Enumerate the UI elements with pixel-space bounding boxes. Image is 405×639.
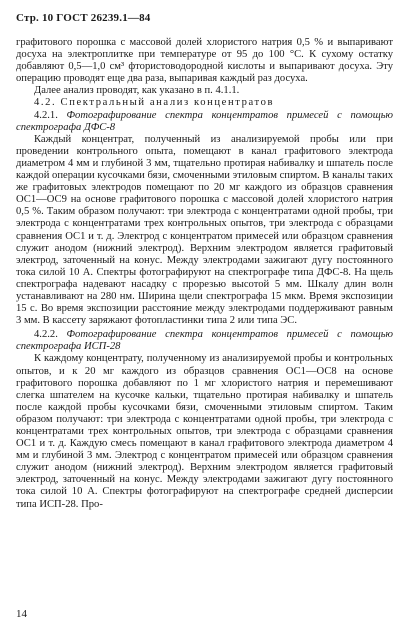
subsection-title: Фотографирование спектра концентратов примесей с помощью спектрографа ДФС-8 — [16, 109, 393, 133]
paragraph-reference: Далее анализ проводят, как указано в п. 4.1.1. — [34, 85, 240, 97]
paragraph-continuation: графитового порошка с массовой долей хлористого натрия 0,5 % и выпаривают досуха на электроплитке при температуре от 95 до 100 °С. К сухому остатку добавляют 0,5—1,0 см³ фтористоводородной кислоты и выпаривают досуха. Эту операцию проводят еще два раза, выпаривая каждый раз досуха. — [16, 37, 393, 85]
paragraph-isp28-procedure: К каждому концентрату, полученному из анализируемой пробы и контрольных опытов, и к 20 мг каждого из образцов сравнения ОС1—ОС8 на основе графитового порошка добавляют по 1 мг хлористого натрия и перемешивают слегка шпателем на кусочке кальки, тщательно протирая набивалку и шпатель после каждой пробы кусочками бязи, смоченными этиловым спиртом. Таким образом получают: три электрода с концентратами одной пробы, три электрода с концентратами трех контрольных опытов, три электрода с образцами сравнения ОС1 и т. д. Каждую смесь помещают в канал графитового электрода диаметром 4 мм и глубиной 3 мм. Электрод с концентратом примесей или образцом сравнения служит анодом (нижний электрод). Верхним электродом является графитовый электрод, заточенный на конус. Между электродами зажигают дугу постоянного тока силой 10 А. Спектры фотографируют на спектрографе средней дисперсии типа ИСП-28. Про- — [16, 353, 393, 510]
subsection-number: 4.2.1. — [34, 109, 67, 121]
document-body — [16, 37, 393, 511]
subsection-title: Фотографирование спектра концентратов примесей с помощью спектрографа ИСП-28 — [16, 329, 393, 353]
subsection-heading-4-2-1 — [16, 110, 393, 134]
subsection-number: 4.2.2. — [34, 329, 67, 341]
subsection-heading-4-2-2 — [16, 329, 393, 353]
paragraph-dfs8-procedure: Каждый концентрат, полученный из анализируемой пробы или при проведении контрольного опыта, помещают в канал графитового электрода диаметром 4 мм и глубиной 3 мм, тщательно протирая набивалку и шпатель после каждой операции кусочками бязи, смоченными этиловым спиртом. В каналы таких же графитовых электродов помещают по 20 мг каждого из образцов сравнения ОС1—ОС9 на основе графитового порошка с массовой долей хлористого натрия 0,5 %. Таким образом получают: три электрода с концентратами одной пробы, три электрода с концентратами трех контрольных опытов, три электрода с образцами сравнения ОС1 и т. д. Электрод с концентратом примесей или образцом сравнения служит анодом (нижний электрод). Верхним электродом является графитовый электрод, заточенный на конус. Между электродами зажигают дугу постоянного тока силой 10 А. Спектры фотографируют на спектрографе типа ДФС-8. На щель спектрографа надевают насадку с прорезью высотой 5 мм. Шкалу длин волн устанавливают на 280 нм. Ширина щели спектрографа 15 мкм. Время экспозиции 15 с. Во время экспозиции расстояние между электродами поддерживают равным 3 мм. В кассету заряжают фотопластинки типа 2 или типа ЭС. — [16, 133, 393, 327]
page-number: 14 — [16, 608, 27, 620]
section-heading-4-2: 4.2. Спектральный анализ концентратов — [34, 97, 275, 109]
page-header: Стр. 10 ГОСТ 26239.1—84 — [16, 12, 151, 24]
